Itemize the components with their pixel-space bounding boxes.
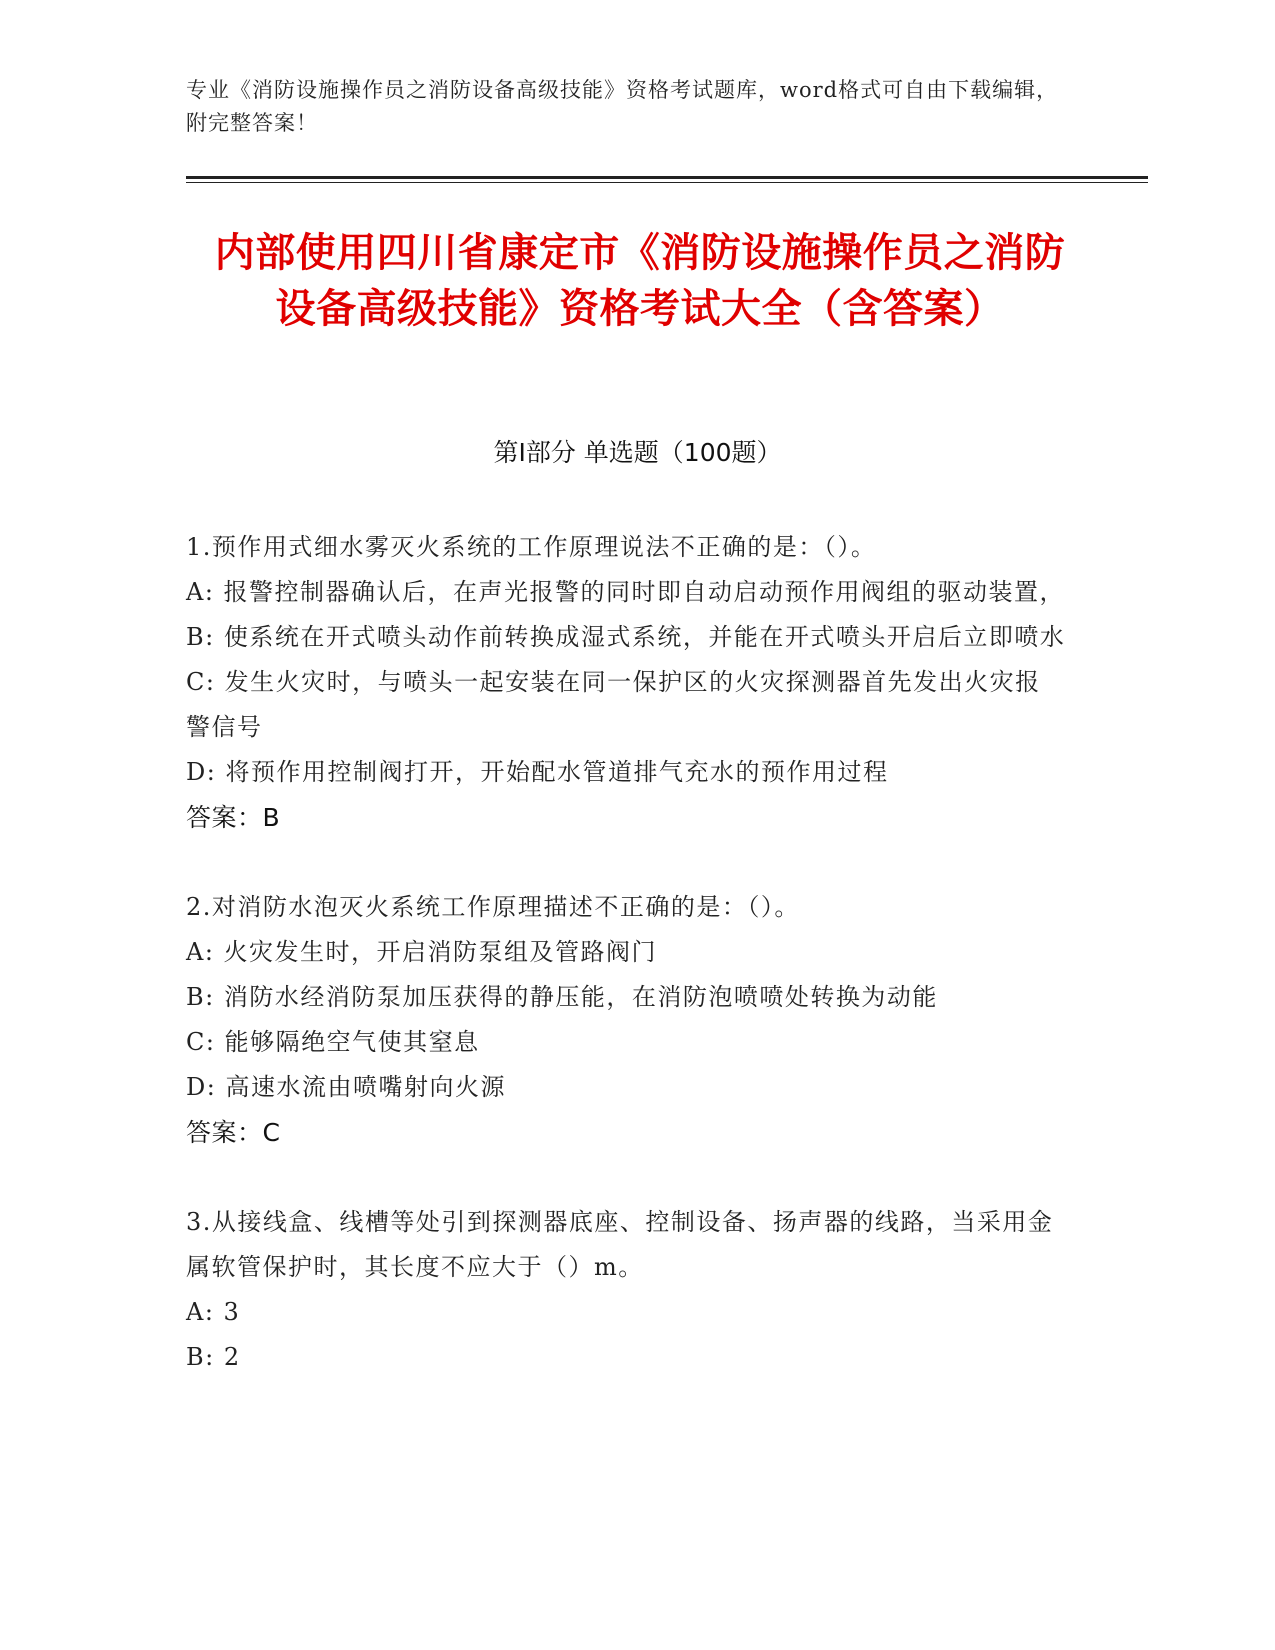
option-b: B: 消防水经消防泵加压获得的静压能，在消防泡喷喷处转换为动能 [186, 983, 938, 1011]
header-rule-thick [186, 176, 1148, 179]
question-1 [186, 525, 1066, 840]
option-a: A: 3 [186, 1298, 241, 1326]
question-stem: 3.从接线盒、线槽等处引到探测器底座、控制设备、扬声器的线路，当采用金属软管保护时，其长度不应大于（）m。 [186, 1208, 1054, 1281]
option-c: C: 能够隔绝空气使其窒息 [186, 1028, 480, 1056]
answer: 答案：C [186, 1118, 281, 1147]
option-b: B: 2 [186, 1343, 241, 1371]
header-note: 专业《消防设施操作员之消防设备高级技能》资格考试题库，word格式可自由下载编辑，附完整答案！ [186, 78, 1059, 135]
document-title: 内部使用四川省康定市《消防设施操作员之消防设备高级技能》资格考试大全（含答案） [214, 230, 1066, 332]
question-stem: 2.对消防水泡灭火系统工作原理描述不正确的是：（）。 [186, 893, 800, 921]
option-b: B: 使系统在开式喷头动作前转换成湿式系统，并能在开式喷头开启后立即喷水 [186, 623, 1066, 651]
option-d: D: 将预作用控制阀打开，开始配水管道排气充水的预作用过程 [186, 758, 889, 786]
question-3 [186, 1200, 1066, 1380]
answer: 答案：B [186, 803, 281, 832]
header-rule-thin [186, 182, 1148, 183]
question-stem: 1.预作用式细水雾灭火系统的工作原理说法不正确的是：（）。 [186, 533, 877, 561]
option-a: A: 报警控制器确认后，在声光报警的同时即自动启动预作用阀组的驱动装置， [186, 578, 1066, 606]
section-title: 第Ⅰ部分 单选题（100题） [493, 438, 782, 467]
question-list [186, 525, 1066, 1425]
option-d: D: 高速水流由喷嘴射向火源 [186, 1073, 506, 1101]
option-a: A: 火灾发生时，开启消防泵组及管路阀门 [186, 938, 658, 966]
question-2 [186, 885, 1066, 1155]
option-c: C: 发生火灾时，与喷头一起安装在同一保护区的火灾探测器首先发出火灾报警信号 [186, 668, 1041, 741]
